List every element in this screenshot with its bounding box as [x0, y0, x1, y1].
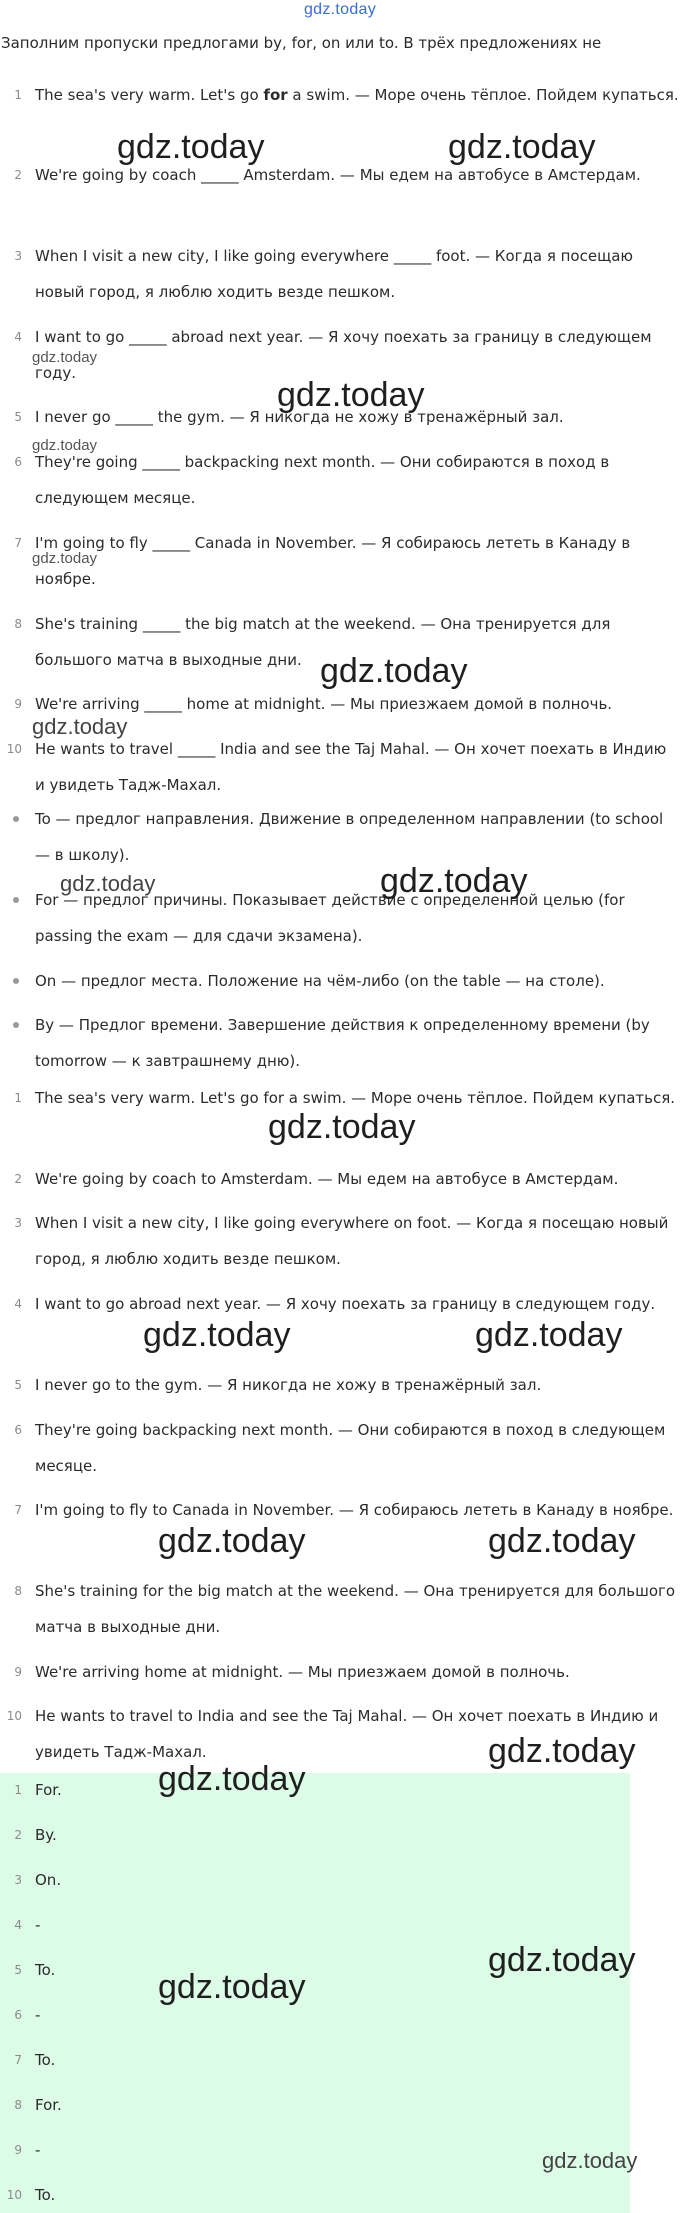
answer-text: To.: [35, 1961, 56, 1979]
item-number: 6: [14, 455, 22, 469]
item-number: 7: [14, 2053, 22, 2067]
theory-item: [0, 801, 680, 873]
watermark: gdz.today: [60, 871, 156, 896]
answer-row: [0, 1907, 680, 1943]
item-number: 5: [14, 1378, 22, 1392]
item-number: 2: [14, 1172, 22, 1186]
bullet-icon: [13, 816, 19, 822]
list-item: [0, 731, 680, 803]
watermark: gdz.today: [488, 1941, 636, 1979]
watermark: gdz.today: [143, 1316, 291, 1354]
list-item: [0, 1654, 680, 1690]
watermark: gdz.today: [448, 128, 596, 166]
item-number: 5: [14, 1963, 22, 1977]
answer-row: [0, 1862, 680, 1898]
translation-sentence: They're going backpacking next month. — Они собираются в поход в следующем месяце.: [35, 1421, 666, 1475]
list-item: [0, 525, 680, 597]
answer-row: [0, 2042, 680, 2078]
answer-row: [0, 2177, 680, 2213]
bullet-icon: [13, 897, 19, 903]
item-number: 6: [14, 1423, 22, 1437]
item-number: 8: [14, 1584, 22, 1598]
exercise-sentence: I want to go _____ abroad next year. — Я хочу поехать за границу в следующем году.: [35, 328, 652, 382]
exercise-sentence: He wants to travel _____ India and see the Taj Mahal. — Он хочет поехать в Индию и увидеть Тадж-Махал.: [35, 740, 667, 794]
answer-text: By.: [35, 1826, 57, 1844]
watermark: gdz.today: [488, 1732, 636, 1770]
item-number: 6: [14, 2008, 22, 2022]
item-number: 9: [14, 2143, 22, 2157]
exercise-sentence: They're going _____ backpacking next month. — Они собираются в поход в следующем месяце.: [35, 453, 610, 507]
item-number: 10: [6, 1709, 22, 1723]
list-item: [0, 1573, 680, 1645]
item-number: 7: [14, 1503, 22, 1517]
translation-sentence: The sea's very warm. Let's go for a swim. — Море очень тёплое. Пойдем купаться.: [35, 1089, 675, 1107]
item-number: 1: [14, 88, 22, 102]
item-number: 9: [14, 1665, 22, 1679]
translation-sentence: When I visit a new city, I like going everywhere on foot. — Когда я посещаю новый город, я люблю ходить везде пешком.: [35, 1214, 669, 1268]
item-number: 8: [14, 617, 22, 631]
list-item: [0, 1367, 680, 1403]
list-item: [0, 157, 680, 229]
bullet-icon: [13, 1022, 19, 1028]
answer-text: For.: [35, 1781, 62, 1799]
translation-sentence: We're going by coach to Amsterdam. — Мы едем на автобусе в Амстердам.: [35, 1170, 619, 1188]
answer-text: On.: [35, 1871, 62, 1889]
item-number: 1: [14, 1091, 22, 1105]
translation-sentence: She's training for the big match at the weekend. — Она тренируется для большого матча в выходные дни.: [35, 1582, 676, 1636]
theory-text: On — предлог места. Положение на чём-либо (on the table — на столе).: [35, 972, 605, 990]
exercise-sentence: When I visit a new city, I like going everywhere _____ foot. — Когда я посещаю новый город, я люблю ходить везде пешком.: [35, 247, 634, 301]
item-number: 3: [14, 1873, 22, 1887]
watermark: gdz.today: [32, 714, 128, 739]
theory-text: To — предлог направления. Движение в определенном направлении (to school — в школу).: [35, 810, 664, 864]
exercise-sentence: The sea's very warm. Let's go for a swim. — Море очень тёплое. Пойдем купаться.: [35, 86, 679, 104]
exercise-sentence: I never go _____ the gym. — Я никогда не хожу в тренажёрный зал.: [35, 408, 564, 426]
item-number: 9: [14, 697, 22, 711]
translation-sentence: We're arriving home at midnight. — Мы приезжаем домой в полночь.: [35, 1663, 570, 1681]
task-intro: Заполним пропуски предлогами by, for, on или to. В трёх предложениях не: [1, 34, 602, 52]
answer-text: For.: [35, 2096, 62, 2114]
list-item: [0, 1161, 680, 1197]
translation-sentence: I want to go abroad next year. — Я хочу поехать за границу в следующем году.: [35, 1295, 656, 1313]
item-number: 3: [14, 249, 22, 263]
translation-sentence: He wants to travel to India and see the Taj Mahal. — Он хочет поехать в Индию и увидеть Тадж-Махал.: [35, 1707, 659, 1761]
watermark: gdz.today: [488, 1522, 636, 1560]
watermark: gdz.today: [158, 1760, 306, 1798]
translation-sentence: I'm going to fly to Canada in November. — Я собираюсь лететь в Канаду в ноябре.: [35, 1501, 674, 1519]
exercise-sentence: We're going by coach _____ Amsterdam. — Мы едем на автобусе в Амстердам.: [35, 166, 641, 184]
theory-item: [0, 963, 680, 999]
watermark: gdz.today: [320, 652, 468, 690]
watermark: gdz.today: [475, 1316, 623, 1354]
watermark: gdz.today: [158, 1522, 306, 1560]
exercise-sentence: She's training _____ the big match at the weekend. — Она тренируется для большого матча в выходные дни.: [35, 615, 611, 669]
theory-text: By — Предлог времени. Завершение действия к определенному времени (by tomorrow — к завтрашнему дню).: [35, 1016, 650, 1070]
item-number: 4: [14, 330, 22, 344]
item-number: 4: [14, 1918, 22, 1932]
site-logo[interactable]: gdz.today: [303, 1, 377, 18]
list-item: [0, 238, 680, 310]
watermark: gdz.today: [32, 437, 98, 454]
answer-row: [0, 1772, 680, 1808]
exercise-sentence: I'm going to fly _____ Canada in November. — Я собираюсь лететь в Канаду в ноябре.: [35, 534, 631, 588]
watermark: gdz.today: [32, 550, 98, 567]
item-number: 4: [14, 1297, 22, 1311]
watermark: gdz.today: [117, 128, 265, 166]
item-number: 7: [14, 536, 22, 550]
answer-text: To.: [35, 2186, 56, 2204]
translation-sentence: I never go to the gym. — Я никогда не хожу в тренажёрный зал.: [35, 1376, 542, 1394]
answer-row: [0, 1997, 680, 2033]
item-number: 8: [14, 2098, 22, 2112]
answer-row: [0, 2087, 680, 2123]
item-number: 3: [14, 1216, 22, 1230]
theory-text: For — предлог причины. Показывает действие с определенной целью (for passing the exam — для сдачи экзамена).: [35, 891, 625, 945]
list-item: [0, 1412, 680, 1484]
answer-row: [0, 1817, 680, 1853]
item-number: 10: [6, 2188, 22, 2202]
list-item: [0, 1205, 680, 1277]
bold-answer: for: [263, 86, 288, 104]
watermark: gdz.today: [158, 1968, 306, 2006]
answer-text: -: [35, 2006, 41, 2024]
watermark: gdz.today: [380, 862, 528, 900]
answer-text: To.: [35, 2051, 56, 2069]
theory-item: [0, 1007, 680, 1079]
exercise-sentence: We're arriving _____ home at midnight. — Мы приезжаем домой в полночь.: [35, 695, 613, 713]
bullet-icon: [13, 978, 19, 984]
answer-text: -: [35, 1916, 41, 1934]
item-number: 10: [6, 742, 22, 756]
item-number: 2: [14, 168, 22, 182]
answer-text: -: [35, 2141, 41, 2159]
watermark: gdz.today: [542, 2148, 638, 2173]
list-item: [0, 444, 680, 516]
item-number: 2: [14, 1828, 22, 1842]
watermark: gdz.today: [277, 376, 425, 414]
item-number: 1: [14, 1783, 22, 1797]
watermark: gdz.today: [268, 1108, 416, 1146]
watermark: gdz.today: [32, 349, 98, 366]
item-number: 5: [14, 410, 22, 424]
